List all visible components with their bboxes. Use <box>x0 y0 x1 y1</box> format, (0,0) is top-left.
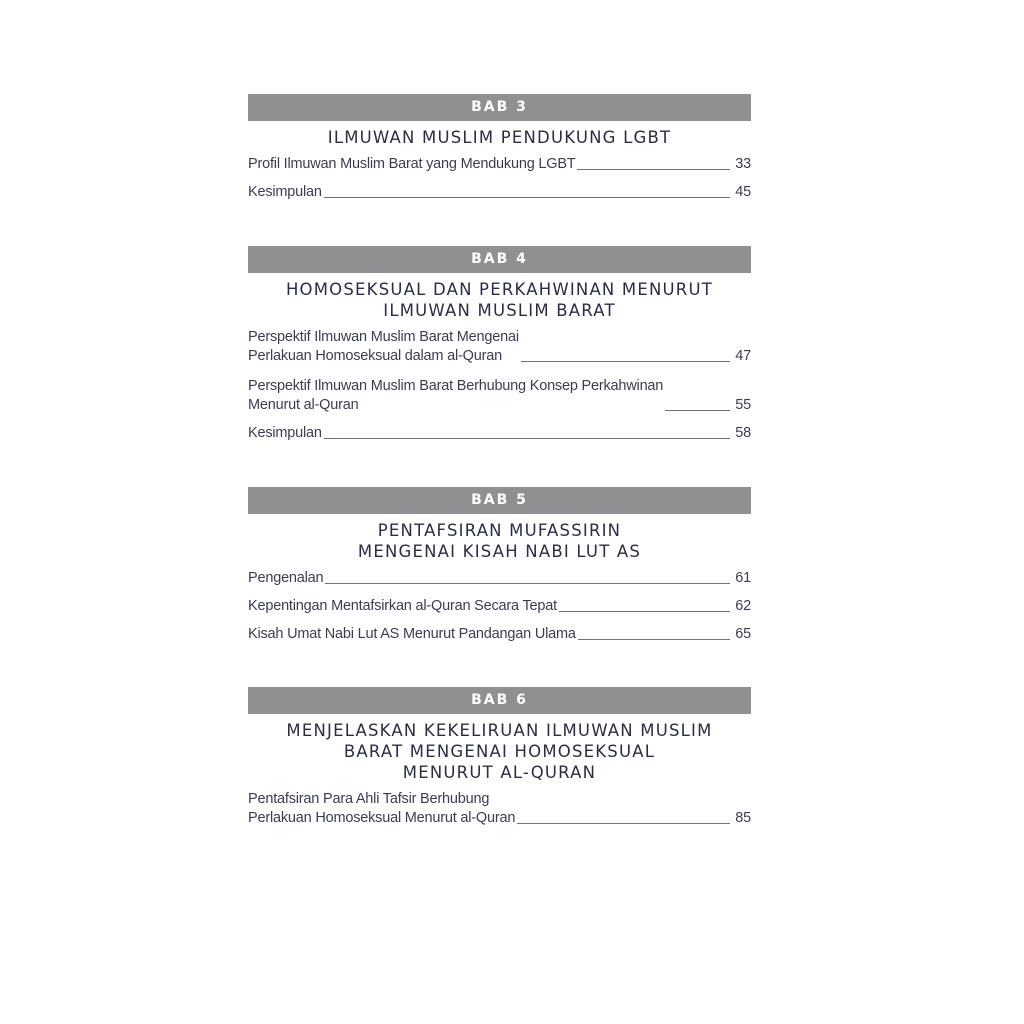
chapter-bab-6 <box>248 687 751 828</box>
toc-entry-page: 65 <box>735 626 751 642</box>
toc-entry[interactable] <box>248 377 751 415</box>
toc-entry-label: Kesimpulan <box>248 184 322 200</box>
chapter-number-bar: BAB 4 <box>248 246 751 273</box>
chapter-title-line: ILMUWAN MUSLIM BARAT <box>383 301 616 320</box>
dot-leader <box>665 410 730 411</box>
dot-leader <box>521 361 730 362</box>
chapter-title-line: PENTAFSIRAN MUFASSIRIN <box>377 521 622 540</box>
toc-entry-page: 61 <box>735 570 751 586</box>
chapter-spacer <box>248 653 751 687</box>
toc-entry-label <box>248 328 519 366</box>
chapter-bab-5 <box>248 487 751 644</box>
toc-entry-page: 33 <box>735 156 751 172</box>
toc-entry[interactable] <box>248 625 751 644</box>
toc-entry-label: Kesimpulan <box>248 425 322 441</box>
chapter-title-line: MENJELASKAN KEKELIRUAN ILMUWAN MUSLIM <box>286 721 713 740</box>
toc-entry-page: 62 <box>735 598 751 614</box>
dot-leader <box>324 438 730 439</box>
toc-entry-page: 85 <box>735 810 751 826</box>
chapter-title <box>248 279 751 321</box>
toc-entry-label: Profil Ilmuwan Muslim Barat yang Mendukung LGBT <box>248 156 576 172</box>
toc-entry-label: Kepentingan Mentafsirkan al-Quran Secara Tepat <box>248 598 557 614</box>
toc-entry-label-line: Perlakuan Homoseksual Menurut al-Quran <box>248 810 516 826</box>
chapter-spacer <box>248 211 751 246</box>
toc-entry-page: 58 <box>735 425 751 441</box>
chapter-title <box>248 520 751 562</box>
dot-leader <box>577 169 730 170</box>
toc-entry-page: 47 <box>735 348 751 364</box>
toc-entry-label-line: Perspektif Ilmuwan Muslim Barat Mengenai <box>248 329 519 345</box>
chapter-number-bar: BAB 3 <box>248 94 751 121</box>
toc-entry[interactable] <box>248 183 751 202</box>
chapter-title <box>248 720 751 783</box>
toc-entry-label-line: Pentafsiran Para Ahli Tafsir Berhubung <box>248 791 490 807</box>
toc-entry-label: Pengenalan <box>248 570 324 586</box>
toc-entry-label <box>248 790 515 828</box>
dot-leader <box>517 823 730 824</box>
table-of-contents <box>248 94 751 837</box>
toc-entry-label: Kisah Umat Nabi Lut AS Menurut Pandangan Ulama <box>248 626 576 642</box>
toc-entry-label-line: Perlakuan Homoseksual dalam al-Quran <box>248 348 502 364</box>
toc-entry[interactable] <box>248 155 751 174</box>
toc-entry[interactable] <box>248 569 751 588</box>
chapter-bab-4 <box>248 246 751 443</box>
toc-entry[interactable] <box>248 790 751 828</box>
dot-leader <box>559 611 730 612</box>
chapter-title-line: BARAT MENGENAI HOMOSEKSUAL <box>343 742 656 761</box>
toc-entry[interactable] <box>248 597 751 616</box>
toc-entry-label-line: Menurut al-Quran <box>248 397 359 413</box>
dot-leader <box>324 197 730 198</box>
toc-entry-page: 45 <box>735 184 751 200</box>
chapter-number-bar: BAB 5 <box>248 487 751 514</box>
toc-entry-label <box>248 377 663 415</box>
chapter-title-line: MENURUT AL-QURAN <box>402 763 597 782</box>
chapter-number-bar: BAB 6 <box>248 687 751 714</box>
toc-entry[interactable] <box>248 424 751 443</box>
chapter-spacer <box>248 452 751 487</box>
dot-leader <box>578 639 730 640</box>
toc-entry-label-line: Perspektif Ilmuwan Muslim Barat Berhubung Konsep Perkahwinan <box>248 378 664 394</box>
chapter-title-line: ILMUWAN MUSLIM PENDUKUNG LGBT <box>327 128 672 147</box>
toc-entry-page: 55 <box>735 397 751 413</box>
chapter-title <box>248 127 751 148</box>
chapter-bab-3 <box>248 94 751 202</box>
chapter-title-line: HOMOSEKSUAL DAN PERKAHWINAN MENURUT <box>285 280 714 299</box>
toc-entry[interactable] <box>248 328 751 366</box>
chapter-title-line: MENGENAI KISAH NABI LUT AS <box>357 542 642 561</box>
dot-leader <box>325 583 730 584</box>
